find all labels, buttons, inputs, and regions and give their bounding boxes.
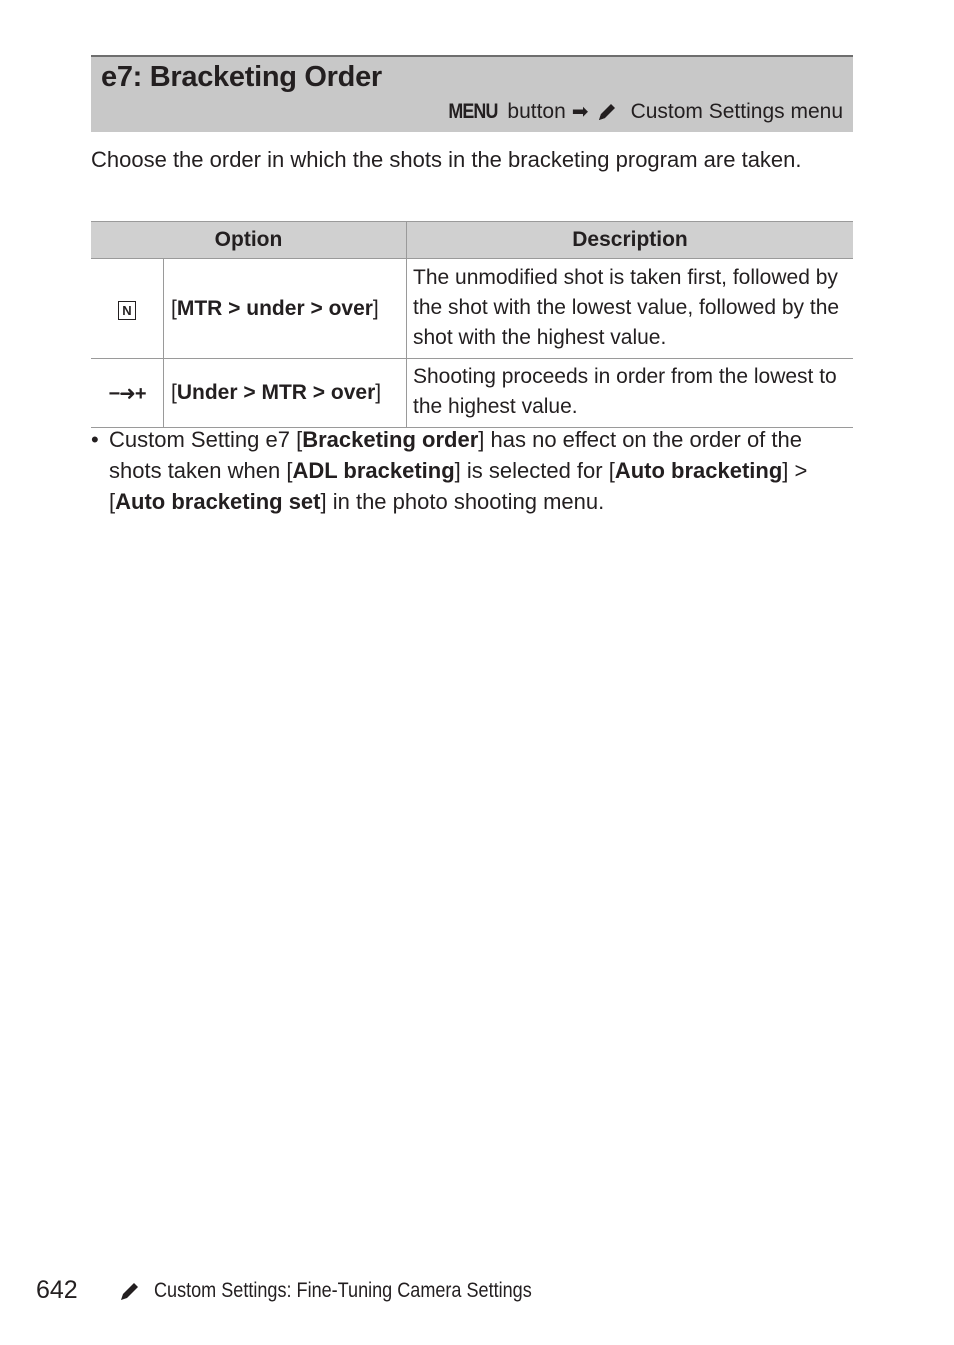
option-column-header: Option bbox=[91, 222, 407, 259]
option-part: > bbox=[304, 296, 329, 320]
footer-section-title: Custom Settings: Fine-Tuning Camera Settings bbox=[154, 1278, 532, 1302]
table-header-row bbox=[91, 222, 853, 259]
page-number: 642 bbox=[36, 1276, 78, 1304]
option-part: Under bbox=[176, 381, 238, 404]
option-part: > bbox=[306, 381, 331, 404]
option-icon-cell bbox=[91, 359, 164, 428]
intro-paragraph: Choose the order in which the shots in the bracketing program are taken. bbox=[91, 147, 802, 172]
option-part: > bbox=[222, 296, 247, 320]
option-description: Shooting proceeds in order from the lowest to the highest value. bbox=[407, 359, 854, 428]
note-text: Custom Setting e7 [ bbox=[109, 427, 303, 452]
note-option-name: ADL bracketing bbox=[292, 458, 455, 483]
minus-to-plus-icon: −➜+ bbox=[108, 382, 146, 405]
page-title: e7: Bracketing Order bbox=[101, 61, 382, 93]
arrow-right-icon: ➡ bbox=[571, 101, 589, 123]
option-part: over bbox=[330, 381, 376, 404]
table-row bbox=[91, 359, 853, 428]
note-menu-item: Auto bracketing bbox=[614, 458, 783, 483]
option-label: [MTR > under > over] bbox=[164, 259, 407, 359]
pencil-icon bbox=[595, 100, 619, 124]
options-table bbox=[91, 221, 853, 428]
option-part: MTR bbox=[261, 381, 307, 404]
breadcrumb-menu-name: Custom Settings menu bbox=[630, 99, 843, 123]
note-setting-name: Bracketing order bbox=[302, 427, 479, 452]
table-row bbox=[91, 259, 853, 359]
note-bullet bbox=[91, 424, 841, 517]
option-part: over bbox=[328, 296, 373, 320]
note-text: ] > [ bbox=[109, 458, 808, 514]
option-part: MTR bbox=[176, 296, 223, 320]
option-part: > bbox=[237, 381, 262, 404]
menu-button-icon: MENU bbox=[447, 99, 498, 123]
description-column-header: Description bbox=[407, 222, 854, 259]
option-label: [Under > MTR > over] bbox=[164, 359, 407, 428]
n-boxed-icon: N bbox=[118, 301, 136, 320]
option-description: The unmodified shot is taken first, followed by the shot with the lowest value, followed by the shot with the highest value. bbox=[407, 259, 854, 359]
breadcrumb-button-text: button bbox=[507, 99, 566, 123]
pencil-icon bbox=[118, 1279, 142, 1303]
section-header bbox=[91, 55, 853, 132]
note-text: ] is selected for [ bbox=[454, 458, 615, 483]
bullet-icon: • bbox=[91, 427, 99, 452]
option-part: under bbox=[246, 296, 305, 320]
breadcrumb bbox=[444, 99, 843, 124]
note-menu-item: Auto bracketing set bbox=[115, 489, 321, 514]
page-footer bbox=[36, 1276, 593, 1305]
option-icon-cell bbox=[91, 259, 164, 359]
note-text: ] has no effect on the order of the shots taken when [ bbox=[109, 427, 802, 483]
note-text: ] in the photo shooting menu. bbox=[320, 489, 605, 514]
